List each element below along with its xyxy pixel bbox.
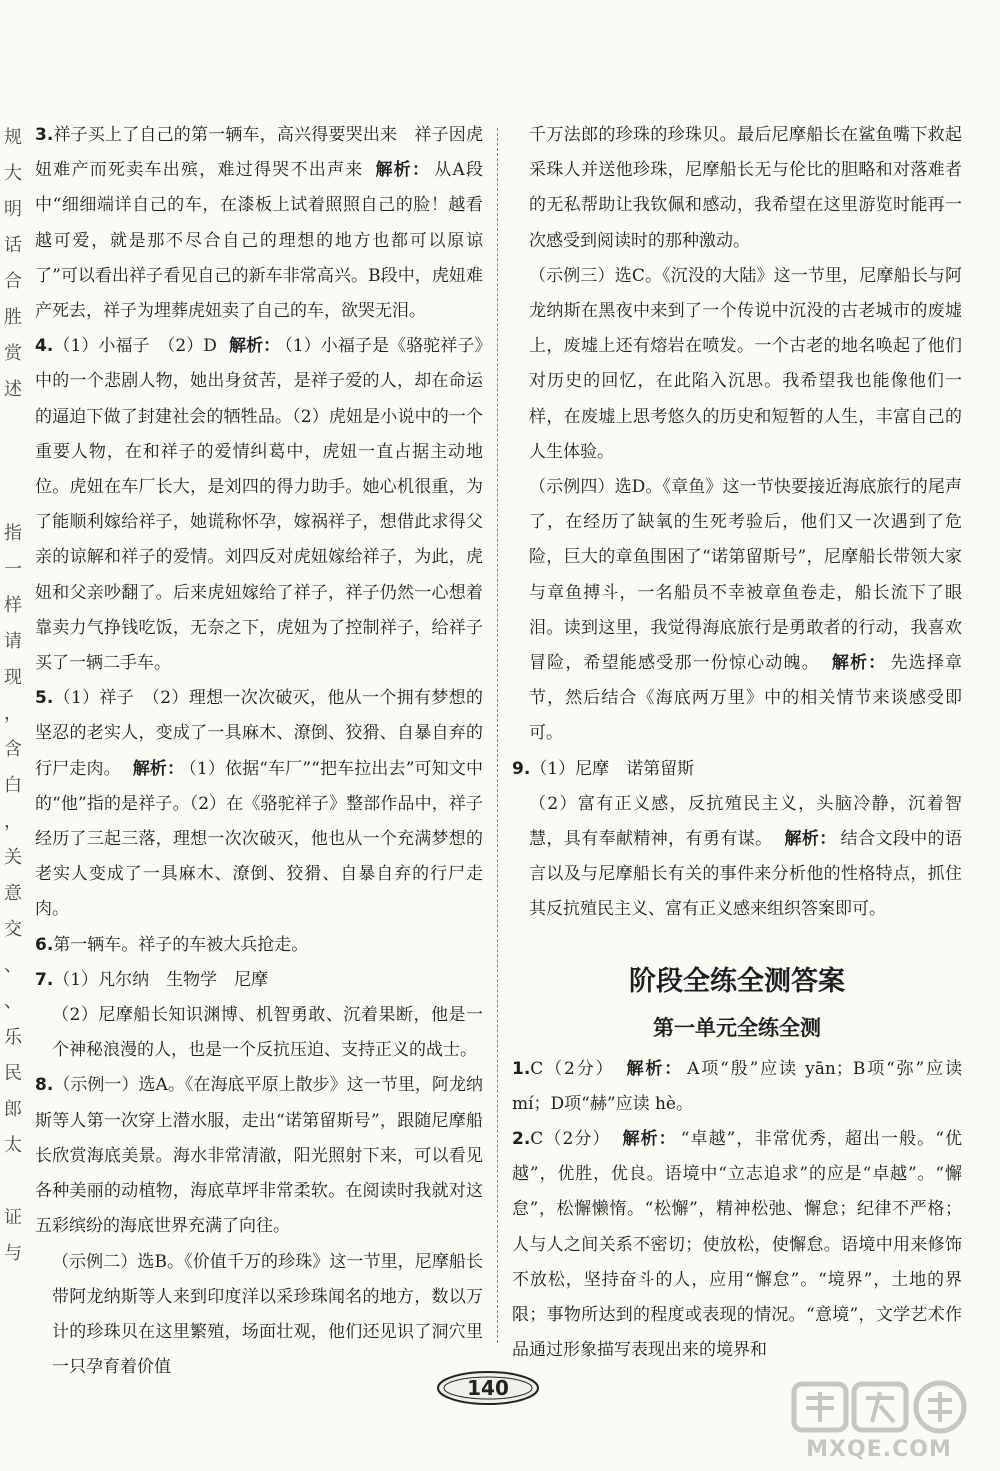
column-divider bbox=[497, 128, 498, 1343]
margin-char: 述 bbox=[4, 379, 22, 400]
margin-char: 与 bbox=[4, 1243, 22, 1264]
analysis-label: 解析： bbox=[831, 653, 887, 674]
answer-text: （1）祥子 （2）理想一次次破灭，他从一个拥有梦想的坚忍的老实人，变成了一具麻木、潦倒、狡猾、自暴自弃的行尸走肉。 bbox=[35, 688, 483, 779]
answer-paragraph bbox=[35, 118, 483, 329]
answer-text: 祥子买上了自己的第一辆车，高兴得要哭出来 祥子因虎妞难产而死卖车出殡，难过得哭不出声来 bbox=[35, 125, 483, 181]
page-number-badge bbox=[436, 1370, 540, 1406]
margin-char: 、 bbox=[4, 991, 22, 1012]
analysis-text: （1）依据“车厂”“把车拉出去”可知文中的“他”指的是祥子。（2）在《骆驼祥子》整部作品中，祥子经历了三起三落，理想一次次破灭，他也从一个充满梦想的老实人变成了一具麻木、潦倒、狡猾、自暴自弃的行尸走肉。 bbox=[35, 758, 484, 920]
answer-paragraph bbox=[35, 1068, 483, 1244]
answer-text: （示例三）选C。《沉没的大陆》这一节里，尼摩船长与阿龙纳斯在黑夜中来到了一个传说中沉没的古老城市的废墟上，废墟上还有熔岩在喷发。一个古老的地名唤起了他们对历史的回忆，在此陷入沉思。我希望我也能像他们一样，在废墟上思考悠久的历史和短暂的人生，丰富自己的人生体验。 bbox=[529, 265, 962, 462]
analysis-text: A项“殷”应读 yān；B项“弥”应读 mí；D项“赫”应读 hè。 bbox=[512, 1058, 962, 1114]
margin-char: ， bbox=[4, 703, 22, 724]
answer-text: （2）尼摩船长知识渊博、机智勇敢、沉着果断，他是一个神秘浪漫的人，也是一个反抗压迫、支持正义的战士。 bbox=[52, 1005, 483, 1061]
right-answers bbox=[512, 118, 962, 928]
margin-char: 指 bbox=[4, 523, 22, 544]
question-number: 9. bbox=[512, 758, 531, 779]
analysis-text: （1）小福子是《骆驼祥子》中的一个悲剧人物，她出身贫苦，是祥子爱的人，却在命运的逼迫下做了封建社会的牺牲品。（2）虎妞是小说中的一个重要人物，在和祥子的爱情纠葛中，虎妞一直占据主动地位。虎妞在车厂长大，是刘四的得力助手。她心机很重，为了能顺利嫁给祥子，她谎称怀孕，嫁祸祥子，想借此求得父亲的谅解和祥子的爱情。刘四反对虎妞嫁给祥子，为此，虎妞和父亲吵翻了。后来虎妞嫁给了祥子，祥子仍然一心想着靠卖力气挣钱吃饭，无奈之下，虎妞为了控制祥子，给祥子买了一辆二手车。 bbox=[35, 336, 483, 674]
watermark-url: MXQE.COM bbox=[806, 1437, 952, 1462]
question-number: 2. bbox=[512, 1129, 531, 1150]
analysis-label: 解析： bbox=[626, 1058, 684, 1079]
unit-answers bbox=[512, 1052, 962, 1369]
answer-text: 千万法郎的珍珠的珍珠贝。最后尼摩船长在鲨鱼嘴下救起采珠人并送他珍珠，尼摩船长无与伦比的胆略和对落难者的无私帮助让我钦佩和感动，我希望在这里游览时能再一次感受到阅读时的那种激动。 bbox=[529, 125, 962, 251]
analysis-text: 先选择章节，然后结合《海底两万里》中的相关情节来谈感受即可。 bbox=[529, 653, 963, 744]
margin-char: 民 bbox=[4, 1063, 22, 1084]
watermark-logo-icon bbox=[784, 1378, 974, 1438]
answer-text: （1）小福子 （2）D bbox=[53, 336, 217, 357]
answer-paragraph bbox=[512, 1052, 962, 1122]
answer-paragraph bbox=[35, 329, 483, 681]
margin-char: 规 bbox=[4, 127, 22, 148]
answer-paragraph bbox=[512, 470, 962, 752]
page-number: 140 bbox=[467, 1376, 509, 1400]
answer-text: C（2分） bbox=[530, 1058, 615, 1079]
question-number: 5. bbox=[35, 688, 54, 709]
margin-char: 现 bbox=[4, 667, 22, 688]
question-number: 3. bbox=[35, 125, 54, 145]
left-margin-fragment bbox=[0, 120, 26, 1370]
margin-char: 太 bbox=[4, 1135, 22, 1156]
answer-paragraph bbox=[512, 259, 962, 470]
analysis-text: 从A段中“细细端详自己的车，在漆板上试着照照自己的脸！越看越可爱，就是那不尽合自己的理想的地方也都可以原谅了”可以看出祥子看见自己的新车非常高兴。B段中，虎妞难产死去，祥子为埋葬虎妞卖了自己的车，欲哭无泪。 bbox=[35, 160, 484, 322]
analysis-text: “卓越”，非常优秀，超出一般。“优越”，优胜，优良。语境中“立志追求”的应是“卓越”。“懈怠”，松懈懒惰。“松懈”，精神松弛、懈怠；纪律不严格；人与人之间关系不密切；使放松，使懈怠。语境中用来修饰不放松，坚持奋斗的人，应用“懈怠”。“境界”，土地的界限；事物所达到的程度或表现的情况。“意境”，文学艺术作品通过形象描写表现出来的境界和 bbox=[512, 1129, 963, 1361]
margin-char: 意 bbox=[4, 883, 22, 904]
answer-text: C（2分） bbox=[530, 1129, 611, 1150]
question-number: 1. bbox=[512, 1058, 531, 1079]
answer-text: （1）凡尔纳 生物学 尼摩 bbox=[53, 969, 269, 990]
answer-text: （1）尼摩 诺第留斯 bbox=[530, 758, 695, 779]
answer-text: （示例二）选B。《价值千万的珍珠》这一节里，尼摩船长带阿龙纳斯等人来到印度洋以采珍珠闻名的地方，数以万计的珍珠贝在这里繁殖，场面壮观，他们还见识了洞穴里一只孕育着价值 bbox=[52, 1251, 483, 1378]
answer-paragraph bbox=[35, 998, 483, 1068]
analysis-text: 结合文段中的语言以及与尼摩船长有关的事件来分析他的性格特点，抓住其反抗殖民主义、富有正义感来组织答案即可。 bbox=[529, 829, 963, 920]
margin-char: 白 bbox=[4, 775, 22, 796]
watermark bbox=[784, 1378, 974, 1466]
margin-char: 话 bbox=[4, 235, 22, 256]
margin-char: 交 bbox=[4, 919, 22, 940]
answer-text: （2）富有正义感，反抗殖民主义，头脑冷静，沉着智慧，具有奉献精神，有勇有谋。 bbox=[529, 793, 962, 850]
margin-char: 证 bbox=[4, 1207, 22, 1228]
right-column bbox=[512, 118, 962, 1369]
margin-char: 、 bbox=[4, 955, 22, 976]
margin-char: 胜 bbox=[4, 307, 22, 328]
unit-title: 第一单元全练全测 bbox=[653, 1015, 821, 1040]
margin-char: 关 bbox=[4, 847, 22, 868]
analysis-label: 解析： bbox=[622, 1129, 677, 1150]
margin-char: 乐 bbox=[4, 1027, 22, 1048]
answer-text: 第一辆车。祥子的车被大兵抢走。 bbox=[53, 934, 309, 955]
answer-paragraph bbox=[512, 1122, 962, 1368]
margin-char: 一 bbox=[4, 559, 22, 580]
margin-char: 合 bbox=[4, 271, 22, 292]
analysis-label: 解析： bbox=[375, 160, 431, 181]
answer-paragraph bbox=[512, 118, 962, 259]
question-number: 8. bbox=[35, 1075, 54, 1096]
section-title: 阶段全练全测答案 bbox=[629, 965, 845, 997]
margin-char: 请 bbox=[4, 631, 22, 652]
margin-char: 赏 bbox=[4, 343, 22, 364]
question-number: 6. bbox=[35, 934, 54, 955]
margin-char: 含 bbox=[4, 739, 22, 760]
question-number: 7. bbox=[35, 969, 54, 990]
margin-char: 大 bbox=[4, 163, 22, 184]
analysis-label: 解析： bbox=[784, 829, 837, 850]
answer-text: （示例四）选D。《章鱼》这一节快要接近海底旅行的尾声了，在经历了缺氧的生死考验后，他们又一次遇到了危险，巨大的章鱼围困了“诺第留斯号”，尼摩船长带领大家与章鱼搏斗，一名船员不幸被章鱼卷走，船长流下了眼泪。读到这里，我觉得海底旅行是勇敢者的行动，我喜欢冒险，希望能感受那一份惊心动魄。 bbox=[529, 477, 962, 674]
answer-text: （示例一）选A。《在海底平原上散步》这一节里，阿龙纳斯等人第一次穿上潜水服，走出“诺第留斯号”，跟随尼摩船长欣赏海底美景。海水非常清澈，阳光照射下来，可以看见各种美丽的动植物，海底草坪非常柔软。在阅读时我就对这五彩缤纷的海底世界充满了向往。 bbox=[35, 1075, 483, 1237]
margin-char: 郎 bbox=[4, 1099, 22, 1120]
margin-char: 明 bbox=[4, 199, 22, 220]
analysis-label: 解析： bbox=[132, 758, 185, 779]
answer-paragraph bbox=[35, 928, 483, 963]
margin-char: ， bbox=[4, 811, 22, 832]
left-column bbox=[35, 118, 483, 1385]
analysis-label: 解析： bbox=[228, 336, 281, 357]
answer-paragraph bbox=[512, 787, 962, 928]
answer-paragraph bbox=[35, 681, 483, 927]
answer-paragraph bbox=[512, 752, 962, 787]
margin-char: 样 bbox=[4, 595, 22, 616]
answer-paragraph bbox=[35, 963, 483, 998]
question-number: 4. bbox=[35, 336, 54, 357]
answer-paragraph bbox=[35, 1245, 483, 1386]
